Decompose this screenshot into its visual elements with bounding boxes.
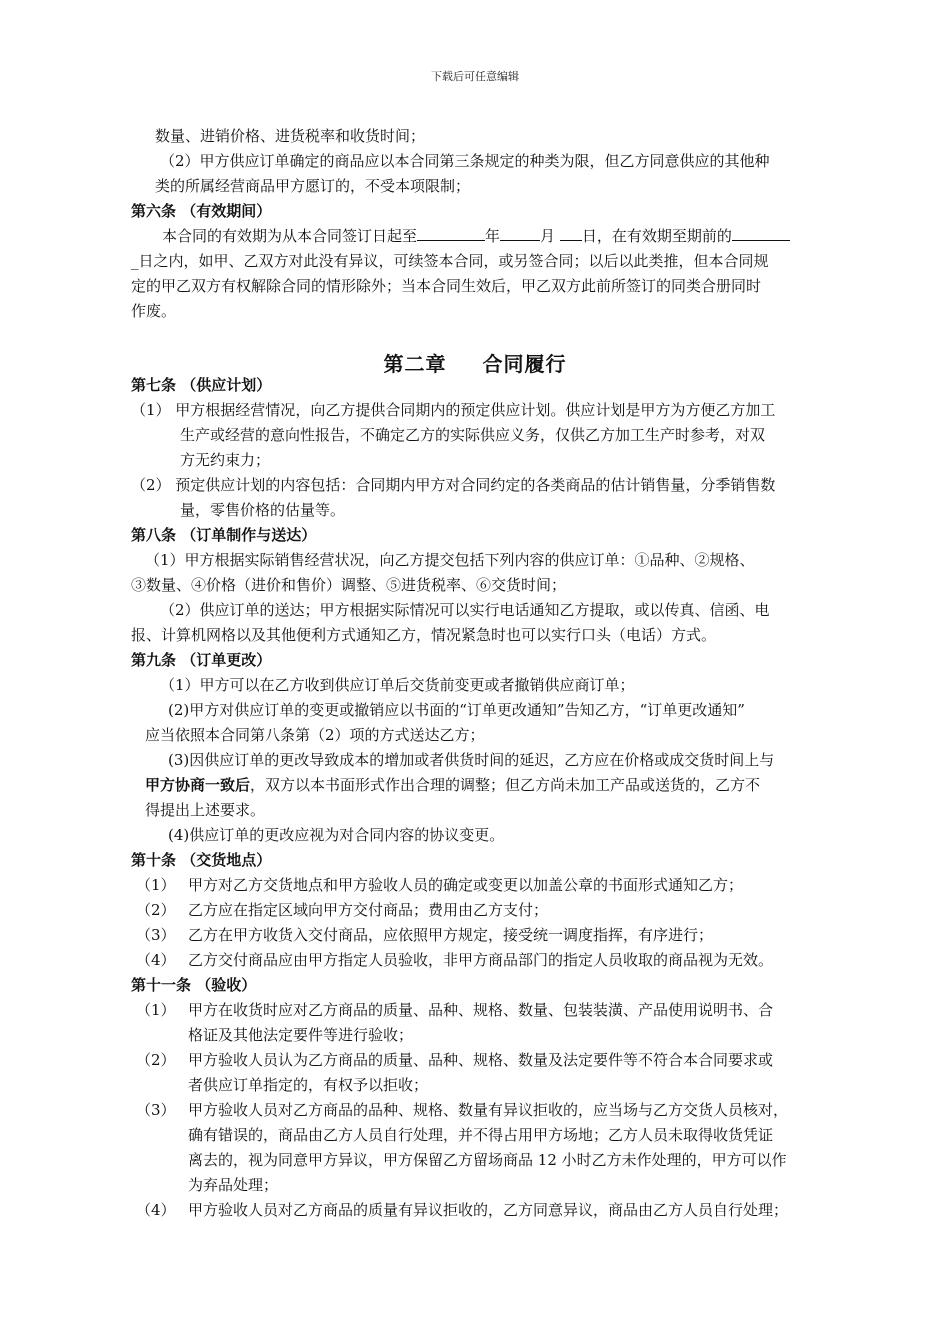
item-text: 甲方对乙方交货地点和甲方验收人员的确定或变更以加盖公章的书面形式通知乙方； <box>188 876 744 894</box>
text-span: 本合同的有效期为从本合同签订日起至 <box>162 227 418 245</box>
list-item <box>136 1050 773 1070</box>
item-number: （2） <box>136 1051 176 1069</box>
list-item <box>136 925 713 945</box>
paragraph-line: （1）甲方可以在乙方收到供应订单后交货前变更或者撤销供应商订单； <box>160 676 635 694</box>
blank-line <box>500 226 540 241</box>
paragraph-line: 报、计算机网格以及其他便利方式通知乙方，情况紧急时也可以实行口头（电话）方式。 <box>131 626 717 644</box>
paragraph-line: （2）甲方供应订单确定的商品应以本合同第三条规定的种类为限，但乙方同意供应的其他种 <box>160 152 770 170</box>
list-item <box>136 1000 773 1020</box>
text-span: 月 <box>540 227 556 245</box>
paragraph-line: 数量、进销价格、进货税率和收货时间； <box>155 127 426 145</box>
item-number: （4） <box>136 1201 176 1219</box>
list-item <box>136 900 548 920</box>
page-header: 下载后可任意编辑 <box>431 70 519 83</box>
article-6-heading: 第六条 （有效期间） <box>131 202 272 220</box>
item-text: 甲方在收货时应对乙方商品的质量、品种、规格、数量、包装装潢、产品使用说明书、合 <box>188 1001 774 1019</box>
paragraph-line <box>145 775 760 795</box>
paragraph-line: （2） 预定供应计划的内容包括：合同期内甲方对合同约定的各类商品的估计销售量，分季销售数 <box>131 476 776 494</box>
chapter-number: 第二章 <box>383 352 447 376</box>
item-text: 甲方验收人员对乙方商品的品种、规格、数量有异议拒收的，应当场与乙方交货人员核对， <box>188 1101 789 1119</box>
article-6-line-1 <box>162 226 790 246</box>
article-6-line-4: 作废。 <box>131 302 177 320</box>
list-item <box>136 1100 788 1120</box>
paragraph-line: 方无约束力； <box>180 451 271 469</box>
paragraph-line: 得提出上述要求。 <box>145 801 266 819</box>
blank-line <box>560 226 582 241</box>
item-number: （1） <box>136 1001 176 1019</box>
paragraph-line: 类的所属经营商品甲方愿订的，不受本项限制； <box>155 177 471 195</box>
list-item <box>136 950 773 970</box>
paragraph-line: (3)因供应订单的更改导致成本的增加或者供货时间的延迟，乙方应在价格或成交货时间上与 <box>168 751 775 769</box>
paragraph-line: 格证及其他法定要件等进行验收； <box>188 1026 414 1044</box>
article-7-heading: 第七条 （供应计划） <box>131 376 272 394</box>
text-span: 日，在有效期至期前的 <box>581 227 732 245</box>
paragraph-line: 量，零售价格的估量等。 <box>180 501 346 519</box>
article-10-heading: 第十条 （交货地点） <box>131 851 272 869</box>
paragraph-line: 确有错误的，商品由乙方人员自行处理，并不得占用甲方场地；乙方人员未取得收货凭证 <box>188 1126 774 1144</box>
article-6-line-3: 定的甲乙双方有权解除合同的情形除外；当本合同生效后，甲乙双方此前所签订的同类合册同时 <box>131 277 762 295</box>
item-text: 乙方应在指定区域向甲方交付商品；费用由乙方支付； <box>188 901 549 919</box>
blank-line <box>417 226 485 241</box>
item-number: （2） <box>136 901 176 919</box>
paragraph-line: 生产或经营的意向性报告，不确定乙方的实际供应义务，仅供乙方加工生产时参考，对双 <box>180 426 766 444</box>
paragraph-line: (4)供应订单的更改应视为对合同内容的协议变更。 <box>168 826 505 844</box>
item-text: 乙方交付商品应由甲方指定人员验收，非甲方商品部门的指定人员收取的商品视为无效。 <box>188 951 774 969</box>
article-6-line-2: _日之内，如甲、乙双方对此没有异议，可续签本合同，或另签合同；以后以此类推，但本合同规 <box>131 252 769 270</box>
blank-line <box>732 226 790 241</box>
article-11-heading: 第十一条 （验收） <box>131 976 257 994</box>
paragraph-line: 应当依照本合同第八条第（2）项的方式送达乙方； <box>145 726 485 744</box>
paragraph-line: （2）供应订单的送达；甲方根据实际情况可以实行电话通知乙方提取，或以传真、信函、电 <box>160 601 770 619</box>
list-item <box>136 1200 788 1220</box>
item-text: 甲方验收人员对乙方商品的质量有异议拒收的，乙方同意异议，商品由乙方人员自行处理； <box>188 1201 789 1219</box>
paragraph-line: （1）甲方根据实际销售经营状况，向乙方提交包括下列内容的供应订单：①品种、②规格、 <box>145 551 755 569</box>
paragraph-line: ③数量、④价格（进价和售价）调整、⑤进货税率、⑥交货时间； <box>131 576 567 594</box>
chapter-name: 合同履行 <box>482 352 567 376</box>
text-span: 年 <box>485 227 501 245</box>
paragraph-line: (2)甲方对供应订单的变更或撤销应以书面的“订单更改通知”告知乙方，“订单更改通知” <box>168 701 745 719</box>
article-8-heading: 第八条 （订单制作与送达） <box>131 526 317 544</box>
item-number: （3） <box>136 1101 176 1119</box>
item-number: （3） <box>136 926 176 944</box>
item-text: 甲方验收人员认为乙方商品的质量、品种、规格、数量及法定要件等不符合本合同要求或 <box>188 1051 774 1069</box>
item-number: （4） <box>136 951 176 969</box>
chapter-title <box>0 348 950 377</box>
item-text: 乙方在甲方收货入交付商品，应依照甲方规定，接受统一调度指挥，有序进行； <box>188 926 714 944</box>
paragraph-line: 离去的，视为同意甲方异议，甲方保留乙方留场商品 12 小时乙方未作处理的，甲方可以作 <box>188 1151 787 1169</box>
list-item <box>136 875 743 895</box>
bold-phrase: 甲方协商一致后 <box>145 776 251 794</box>
item-number: （1） <box>136 876 176 894</box>
text-span: ，双方以本书面形式作出合理的调整；但乙方尚未加工产品或送货的，乙方不 <box>250 776 761 794</box>
paragraph-line: 为弃品处理； <box>188 1176 279 1194</box>
paragraph-line: 者供应订单指定的，有权予以拒收； <box>188 1076 429 1094</box>
article-9-heading: 第九条 （订单更改） <box>131 651 272 669</box>
paragraph-line: （1） 甲方根据经营情况，向乙方提供合同期内的预定供应计划。供应计划是甲方为方便乙方加工 <box>131 401 776 419</box>
